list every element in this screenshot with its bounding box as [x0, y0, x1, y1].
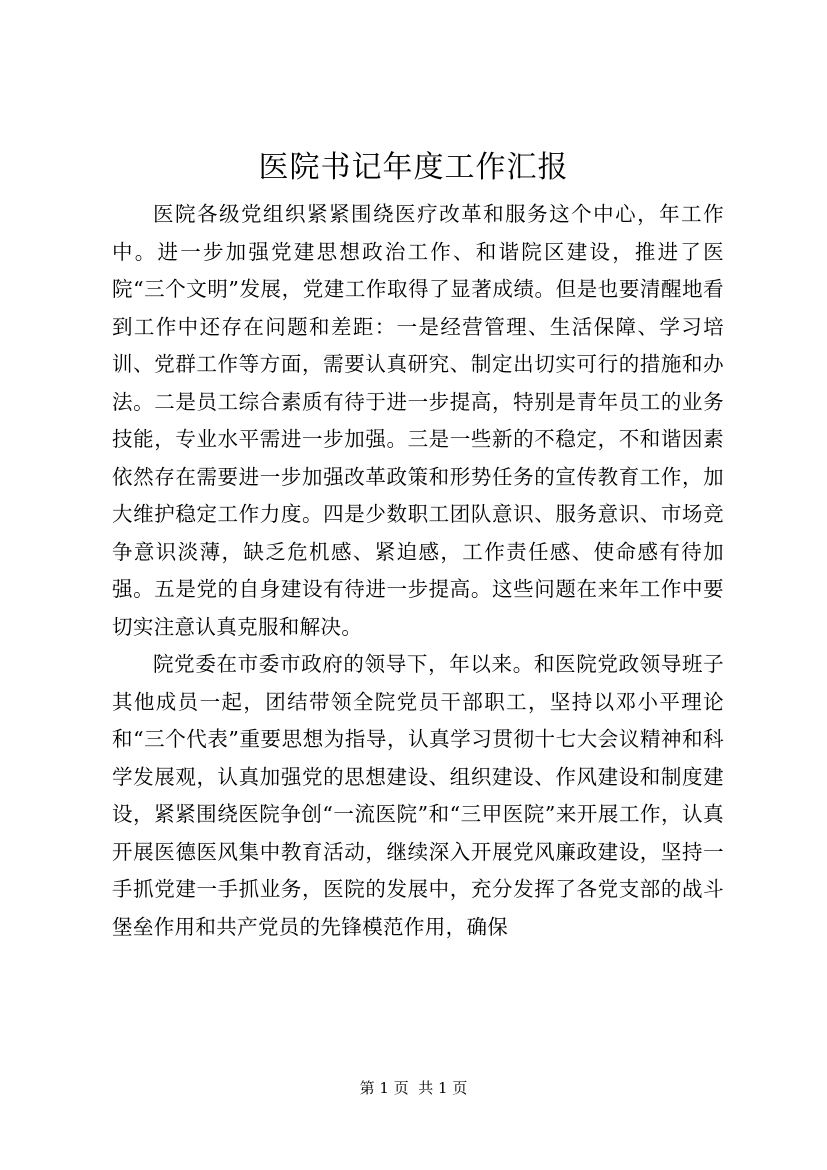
page-footer: [0, 1078, 827, 1098]
document-title: 医院书记年度工作汇报: [258, 150, 569, 185]
document-body: [112, 196, 724, 946]
paragraph-1: 医院各级党组织紧紧围绕医疗改革和服务这个中心，年工作中。进一步加强党建思想政治工作、和谐院区建设，推进了医院“三个文明”发展，党建工作取得了显著成绩。但是也要清醒地看到工作中还存在问题和差距：一是经营管理、生活保障、学习培训、党群工作等方面，需要认真研究、制定出切实可行的措施和办法。二是员工综合素质有待于进一步提高，特别是青年员工的业务技能，专业水平需进一步加强。三是一些新的不稳定，不和谐因素依然存在需要进一步加强改革政策和形势任务的宣传教育工作，加大维护稳定工作力度。四是少数职工团队意识、服务意识、市场竞争意识淡薄，缺乏危机感、紧迫感，工作责任感、使命感有待加强。五是党的自身建设有待进一步提高。这些问题在来年工作中要切实注意认真克服和解决。: [112, 202, 724, 639]
paragraph-2: 院党委在市委市政府的领导下，年以来。和医院党政领导班子其他成员一起，团结带领全院党员干部职工，坚持以邓小平理论和“三个代表”重要思想为指导，认真学习贯彻十七大会议精神和科学发展观，认真加强党的思想建设、组织建设、作风建设和制度建设，紧紧围绕医院争创“一流医院”和“三甲医院”来开展工作，认真开展医德医风集中教育活动，继续深入开展党风廉政建设，坚持一手抓党建一手抓业务，医院的发展中，充分发挥了各党支部的战斗堡垒作用和共产党员的先锋模范作用，确保: [112, 652, 724, 939]
page-number-label: 第 1 页 共 1 页: [359, 1079, 468, 1097]
